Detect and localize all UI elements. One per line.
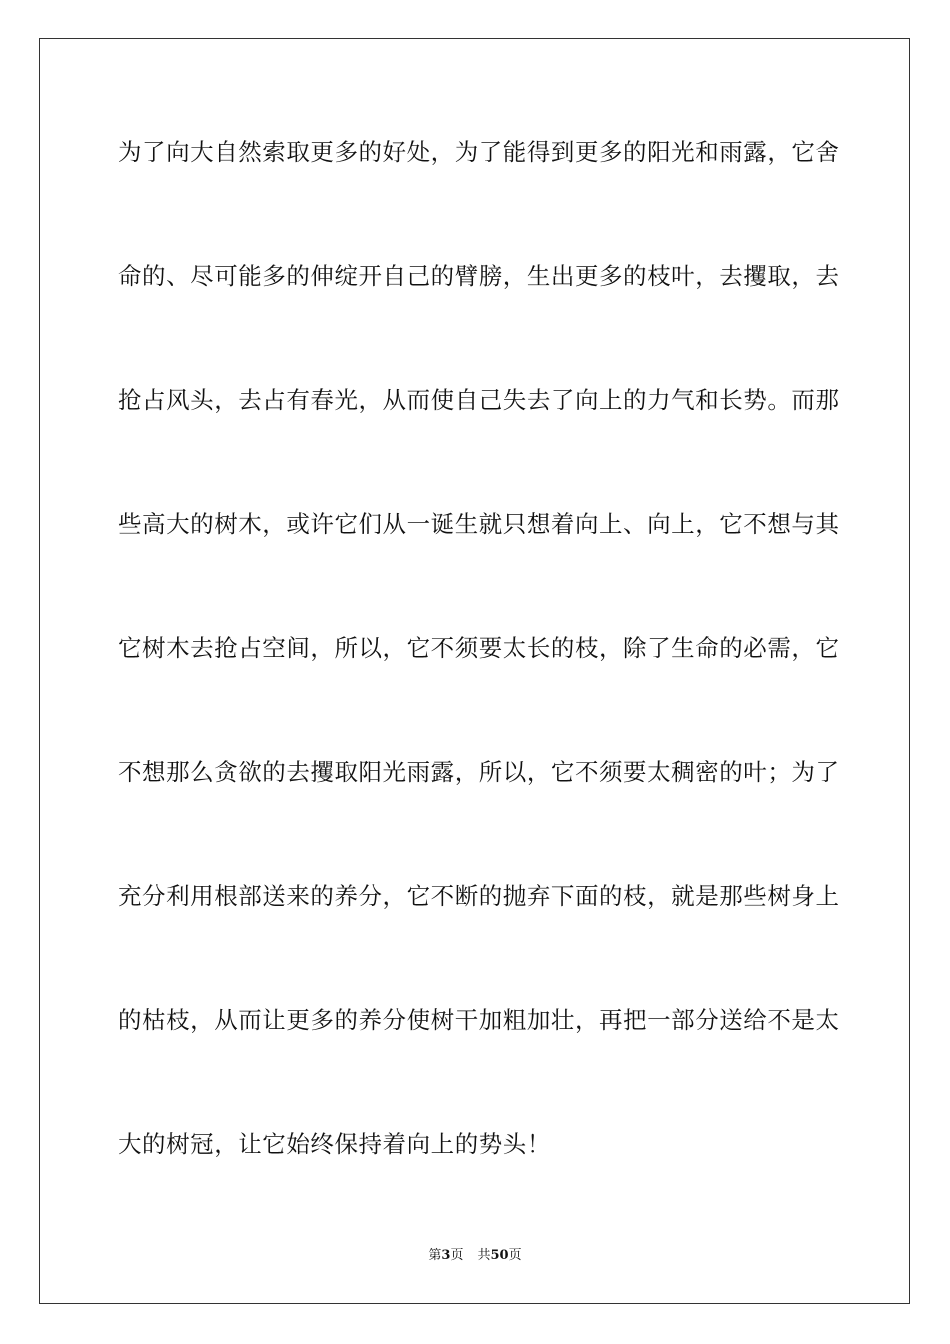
page-border	[39, 38, 910, 1304]
total-pages: 50	[490, 1248, 509, 1263]
paragraph-line-8: 的枯枝，从而让更多的养分使树干加粗加壮，再把一部分送给不是太	[118, 1006, 840, 1034]
paragraph-line-6: 不想那么贪欲的去攫取阳光雨露，所以，它不须要太稠密的叶；为了	[118, 758, 840, 786]
paragraph-line-9: 大的树冠，让它始终保持着向上的势头！	[118, 1130, 551, 1158]
paragraph-line-1: 为了向大自然索取更多的好处，为了能得到更多的阳光和雨露，它舍	[118, 138, 840, 166]
paragraph-line-7: 充分利用根部送来的养分，它不断的抛弃下面的枝，就是那些树身上	[118, 882, 840, 910]
total-pages-label: 共50页	[477, 1248, 522, 1263]
page-footer	[0, 1247, 950, 1265]
paragraph-line-3: 抢占风头，去占有春光，从而使自己失去了向上的力气和长势。而那	[118, 386, 840, 414]
paragraph-line-4: 些高大的树木，或许它们从一诞生就只想着向上、向上，它不想与其	[118, 510, 840, 538]
page-number: 3	[441, 1248, 451, 1263]
paragraph-line-5: 它树木去抢占空间，所以，它不须要太长的枝，除了生命的必需，它	[118, 634, 840, 662]
page-label: 第3页	[428, 1248, 464, 1263]
paragraph-line-2: 命的、尽可能多的伸绽开自己的臂膀，生出更多的枝叶，去攫取，去	[118, 262, 840, 290]
